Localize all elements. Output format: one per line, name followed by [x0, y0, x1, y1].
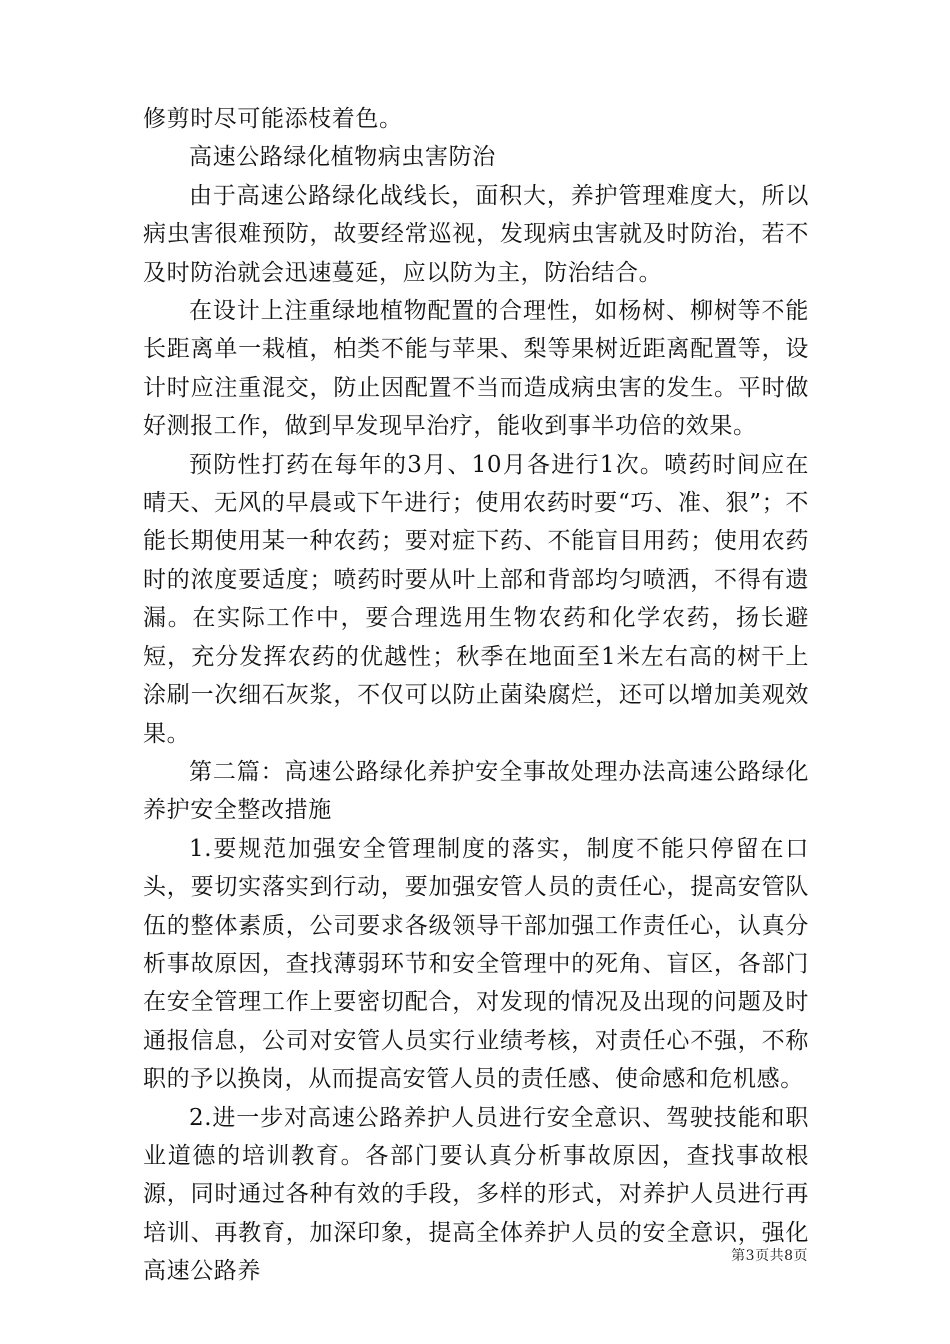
paragraph-spraying: 预防性打药在每年的3月、10月各进行1次。喷药时间应在晴天、无风的早晨或下午进行；使用农药时要“巧、准、狠”；不能长期使用某一种农药；要对症下药、不能盲目用药；使用农药时的浓度要适度；喷药时要从叶上部和背部均匀喷洒，不得有遗漏。在实际工作中，要合理选用生物农药和化学农药，扬长避短，充分发挥农药的优越性；秋季在地面至1米左右高的树干上涂刷一次细石灰浆，不仅可以防止菌染腐烂，还可以增加美观效果。	[143, 451, 809, 747]
paragraph-measure-1: 1.要规范加强安全管理制度的落实，制度不能只停留在口头，要切实落实到行动，要加强安管人员的责任心，提高安管队伍的整体素质，公司要求各级领导干部加强工作责任心，认真分析事故原因，查找薄弱环节和安全管理中的死角、盲区，各部门在安全管理工作上要密切配合，对发现的情况及出现的问题及时通报信息，公司对安管人员实行业绩考核，对责任心不强，不称职的予以换岗，从而提高安管人员的责任感、使命感和危机感。	[143, 835, 809, 1093]
paragraph-planting-design: 在设计上注重绿地植物配置的合理性，如杨树、柳树等不能长距离单一栽植，柏类不能与苹果、梨等果树近距离配置等，设计时应注重混交，防止因配置不当而造成病虫害的发生。平时做好测报工作，做到早发现早治疗，能收到事半功倍的效果。	[143, 298, 809, 440]
paragraph-pest-intro: 由于高速公路绿化战线长，面积大，养护管理难度大，所以病虫害很难预防，故要经常巡视，发现病虫害就及时防治，若不及时防治就会迅速蔓延，应以防为主，防治结合。	[143, 182, 809, 286]
paragraph-measure-2: 2.进一步对高速公路养护人员进行安全意识、驾驶技能和职业道德的培训教育。各部门要认真分析事故原因，查找事故根源，同时通过各种有效的手段，多样的形式，对养护人员进行再培训、再教育，加深印象，提高全体养护人员的安全意识，强化高速公路养	[143, 1104, 809, 1285]
chapter-heading-part-two: 第二篇：高速公路绿化养护安全事故处理办法高速公路绿化养护安全整改措施	[143, 758, 809, 824]
document-page	[143, 100, 809, 1291]
page-number-footer: 第3页共8页	[731, 1248, 808, 1264]
paragraph-continuation: 修剪时尽可能添枝着色。	[143, 106, 403, 132]
section-heading-pest-control: 高速公路绿化植物病虫害防治	[189, 144, 496, 171]
